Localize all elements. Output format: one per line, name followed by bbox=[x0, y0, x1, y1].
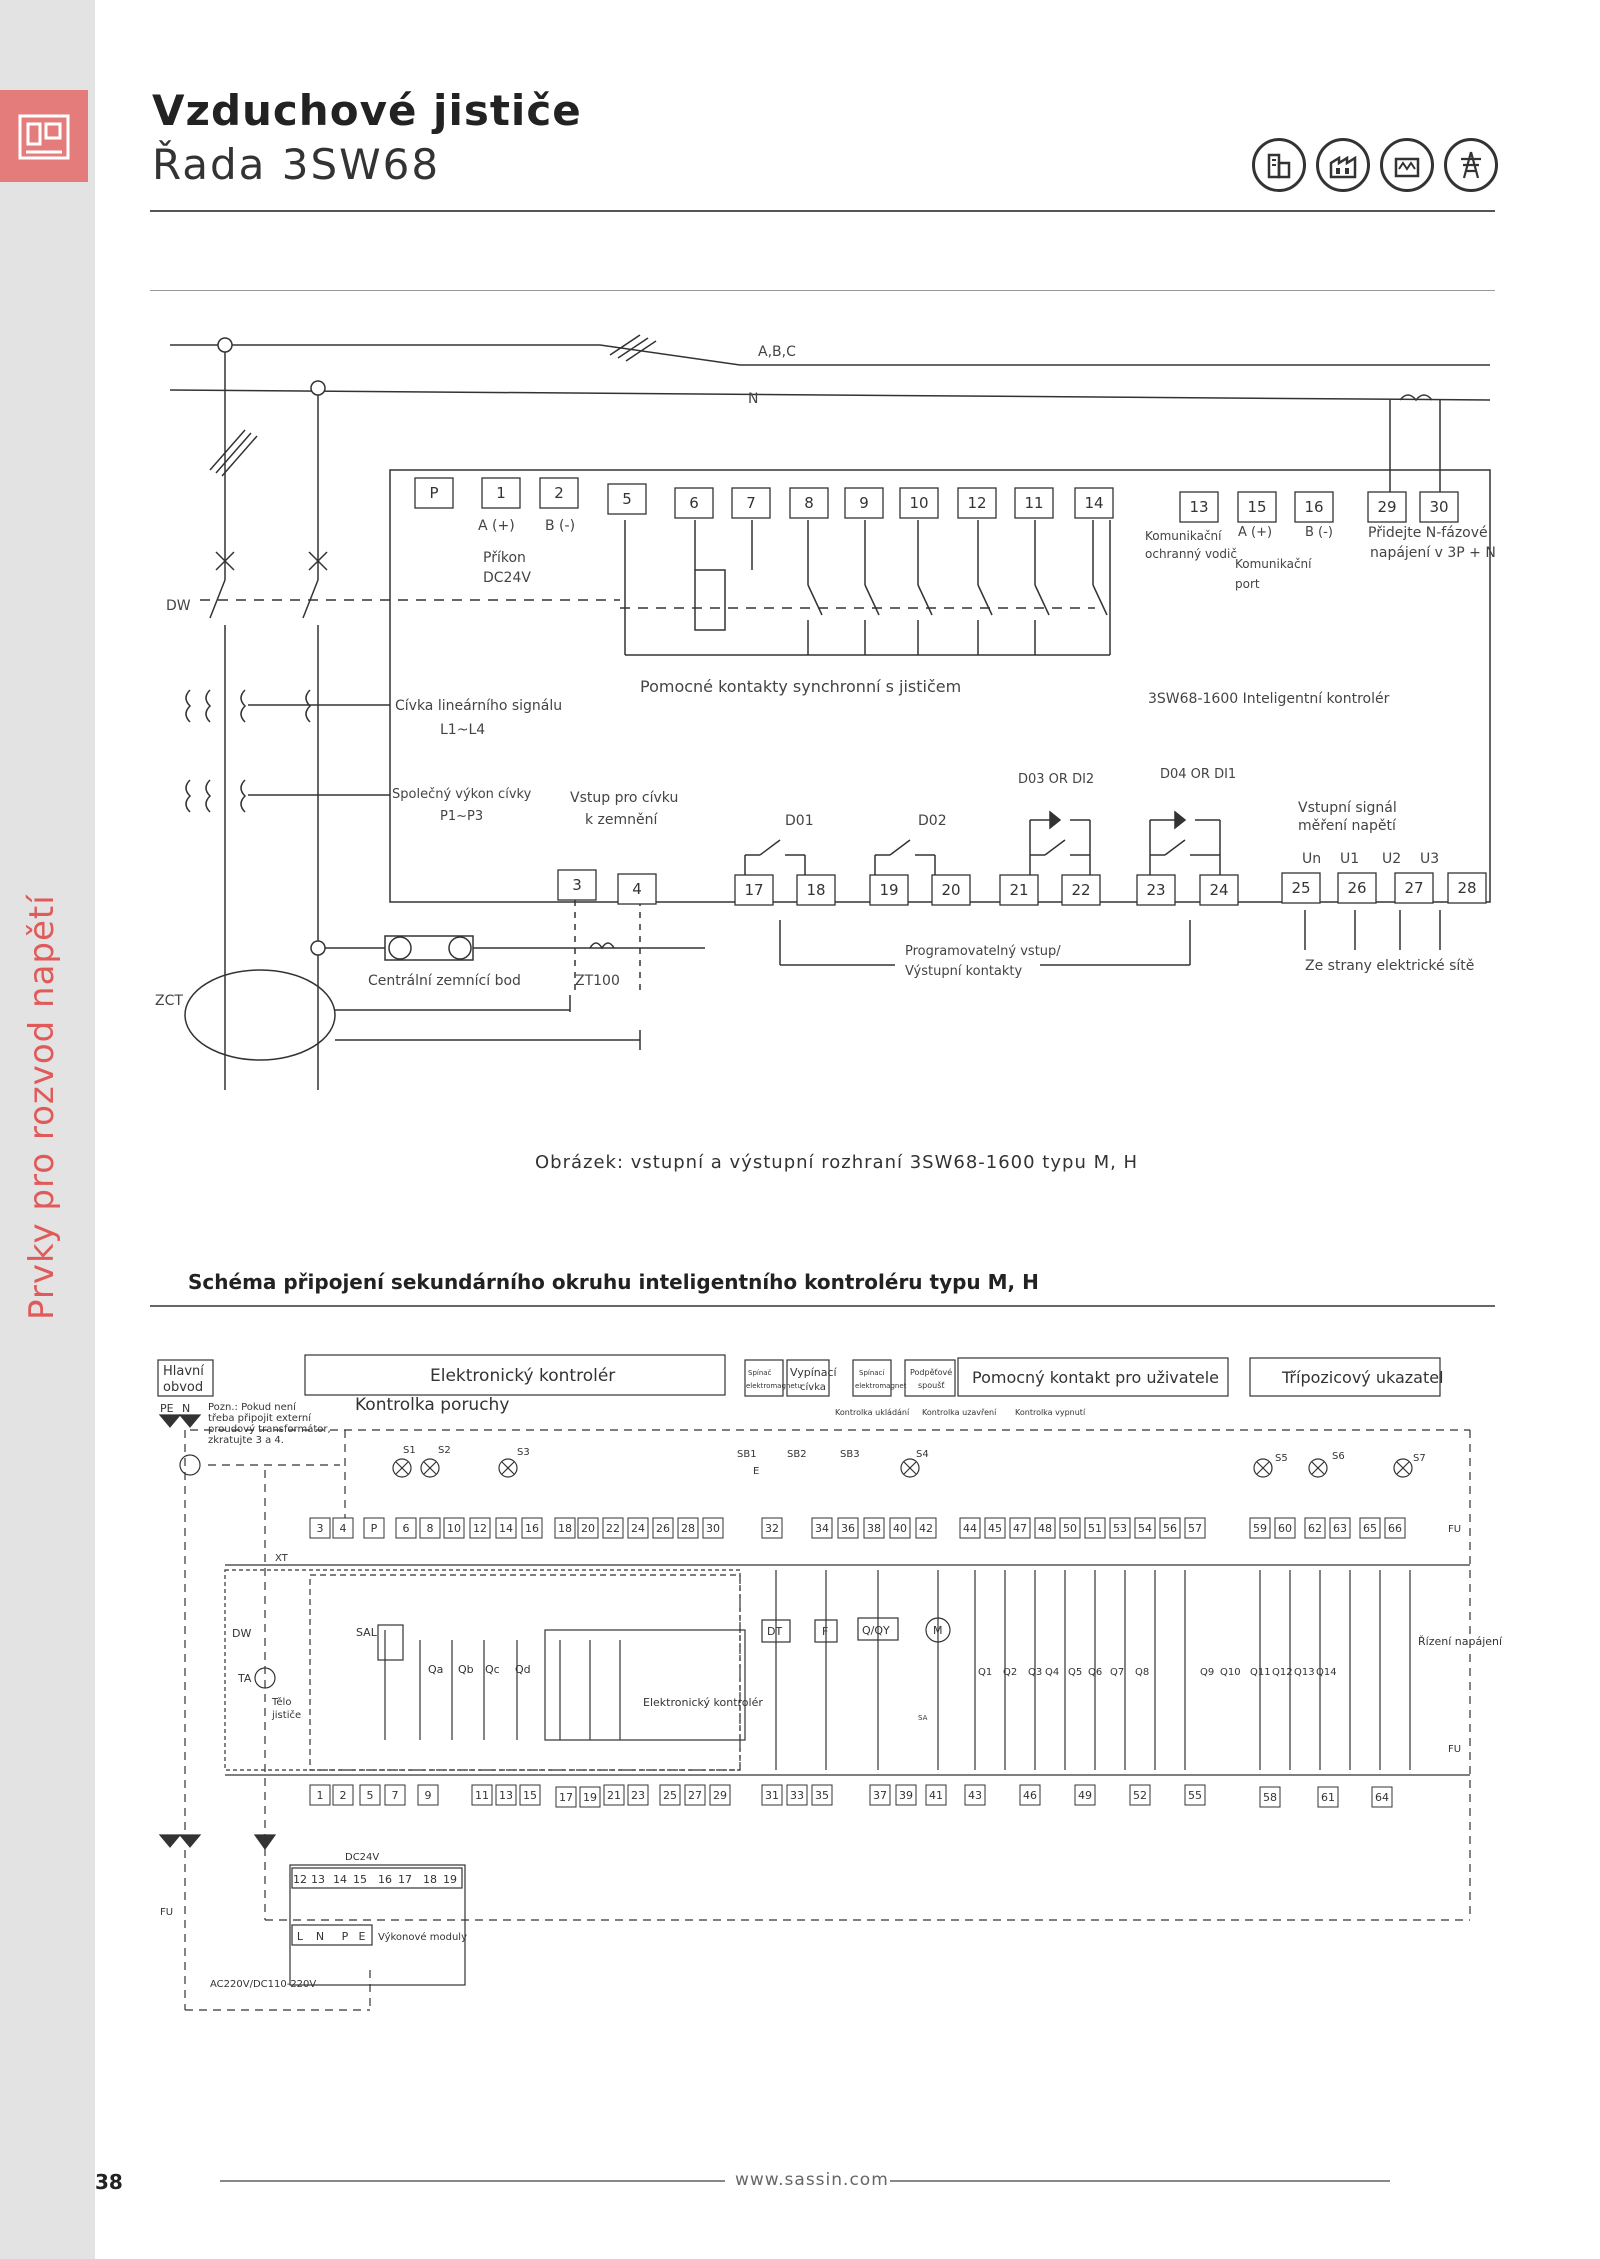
terminal-24: 24 bbox=[1209, 881, 1229, 899]
q2-label: Q2 bbox=[1003, 1667, 1018, 1678]
terminal-16: 16 bbox=[1304, 498, 1324, 516]
pozn-label-3: proudový transformátor, bbox=[208, 1424, 331, 1435]
terminal-29: 29 bbox=[1377, 498, 1397, 516]
kontrolka-vypnuti-label: Kontrolka vypnutí bbox=[1015, 1408, 1086, 1417]
pridejte-label-2: napájení v 3P + N bbox=[1370, 545, 1496, 561]
module-N: N bbox=[315, 1930, 325, 1943]
spinaci-label-2: elektromagnet bbox=[855, 1382, 907, 1390]
q7-label: Q7 bbox=[1110, 1667, 1125, 1678]
t2-top-47: 47 bbox=[1013, 1522, 1027, 1535]
t2-bot-23: 23 bbox=[631, 1789, 645, 1802]
terminal-9: 9 bbox=[859, 494, 869, 512]
t2-top-50: 50 bbox=[1063, 1522, 1077, 1535]
footer-rule-right bbox=[890, 2180, 1390, 2182]
t2-bot-55: 55 bbox=[1188, 1789, 1202, 1802]
footer-url: www.sassin.com bbox=[735, 2170, 889, 2190]
module-12: 12 bbox=[293, 1873, 307, 1886]
t2-top-54: 54 bbox=[1138, 1522, 1152, 1535]
t2-bot-1: 1 bbox=[316, 1789, 324, 1802]
programovatelny-label-1: Programovatelný vstup/ bbox=[905, 944, 1061, 959]
qa-label: Qa bbox=[428, 1663, 444, 1676]
t2-bot-2: 2 bbox=[339, 1789, 347, 1802]
spinaci-label-1: Spínací bbox=[859, 1369, 885, 1377]
pozn-label-1: Pozn.: Pokud není bbox=[208, 1402, 296, 1413]
t2-top-40: 40 bbox=[893, 1522, 907, 1535]
pozn-label-4: zkratujte 3 a 4. bbox=[208, 1435, 284, 1446]
terminal-27: 27 bbox=[1404, 879, 1424, 897]
page-number: 38 bbox=[95, 2170, 123, 2194]
t2-top-53: 53 bbox=[1113, 1522, 1127, 1535]
switch-s3: S3 bbox=[517, 1447, 530, 1458]
t2-bot-31: 31 bbox=[765, 1789, 779, 1802]
a-plus-label: A (+) bbox=[478, 518, 515, 534]
neutral-label: N bbox=[748, 391, 759, 407]
q8-label: Q8 bbox=[1135, 1667, 1150, 1678]
switch-s5: S5 bbox=[1275, 1453, 1288, 1464]
q3-label: Q3 bbox=[1028, 1667, 1043, 1678]
vypinaci-label-2: cívka bbox=[800, 1382, 826, 1393]
vstupni-signal-label-1: Vstupní signál bbox=[1298, 800, 1397, 816]
t2-bot-7: 7 bbox=[391, 1789, 399, 1802]
switch-s7: S7 bbox=[1413, 1453, 1426, 1464]
t2-top-63: 63 bbox=[1333, 1522, 1347, 1535]
terminal-5: 5 bbox=[622, 490, 632, 508]
t2-bot-5: 5 bbox=[366, 1789, 374, 1802]
spinac-label-1: Spínač bbox=[748, 1369, 772, 1377]
terminal-15: 15 bbox=[1247, 498, 1267, 516]
t2-top-14: 14 bbox=[499, 1522, 513, 1535]
ac220-label: AC220V/DC110-220V bbox=[210, 1979, 317, 1990]
module-17: 17 bbox=[398, 1873, 412, 1886]
t2-top-48: 48 bbox=[1038, 1522, 1052, 1535]
q14-label: Q14 bbox=[1316, 1667, 1337, 1678]
dc24v-label: DC24V bbox=[483, 570, 531, 586]
pridejte-label-1: Přidejte N-fázové bbox=[1368, 525, 1488, 541]
ta-label: TA bbox=[238, 1672, 252, 1685]
q1-label: Q1 bbox=[978, 1667, 993, 1678]
t2-top-59: 59 bbox=[1253, 1522, 1267, 1535]
kontrolka-poruchy-label: Kontrolka poruchy bbox=[355, 1395, 510, 1415]
t2-bot-35: 35 bbox=[815, 1789, 829, 1802]
spolecny-vykon-label-2: P1~P3 bbox=[440, 809, 484, 824]
terminal-6: 6 bbox=[689, 494, 699, 512]
m-label: M bbox=[933, 1624, 943, 1637]
module-L: L bbox=[296, 1930, 304, 1943]
n-label: N bbox=[182, 1402, 191, 1415]
komunikacni-port-label-2: port bbox=[1235, 577, 1260, 591]
t2-bot-9: 9 bbox=[424, 1789, 432, 1802]
terminal-19: 19 bbox=[879, 881, 899, 899]
pozn-label-2: třeba připojit externí bbox=[208, 1413, 311, 1424]
terminal-13: 13 bbox=[1189, 498, 1209, 516]
t2-top-42: 42 bbox=[919, 1522, 933, 1535]
zct-label: ZCT bbox=[155, 993, 183, 1009]
t2-top-12: 12 bbox=[473, 1522, 487, 1535]
module-15: 15 bbox=[353, 1873, 367, 1886]
terminal-25: 25 bbox=[1291, 879, 1311, 897]
fu-label-3: FU bbox=[160, 1907, 174, 1918]
ze-strany-label: Ze strany elektrické sítě bbox=[1305, 958, 1475, 974]
t2-bot-49: 49 bbox=[1078, 1789, 1092, 1802]
t2-bot-41: 41 bbox=[929, 1789, 943, 1802]
u3-label: U3 bbox=[1420, 851, 1440, 867]
section-heading: Schéma připojení sekundárního okruhu inteligentního kontroléru typu M, H bbox=[188, 1270, 1039, 1294]
t2-bot-29: 29 bbox=[713, 1789, 727, 1802]
t2-top-24: 24 bbox=[631, 1522, 645, 1535]
civka-linearniho-label: Cívka lineárního signálu bbox=[395, 698, 563, 714]
f-label: F bbox=[822, 1625, 829, 1638]
terminal-8: 8 bbox=[804, 494, 814, 512]
qqy-label: Q/QY bbox=[862, 1624, 890, 1637]
t2-top-6: 6 bbox=[402, 1522, 410, 1535]
qb-label: Qb bbox=[458, 1663, 474, 1676]
t2-top-60: 60 bbox=[1278, 1522, 1292, 1535]
centralni-zemnici-label: Centrální zemnící bod bbox=[368, 973, 521, 989]
t2-bot-37: 37 bbox=[873, 1789, 887, 1802]
programovatelny-label-2: Výstupní kontakty bbox=[905, 964, 1023, 979]
t2-bot-25: 25 bbox=[663, 1789, 677, 1802]
qd-label: Qd bbox=[515, 1663, 531, 1676]
controller-label: 3SW68-1600 Inteligentní kontrolér bbox=[1148, 691, 1390, 707]
t2-top-18: 18 bbox=[558, 1522, 572, 1535]
komunikacni-port-label-1: Komunikační bbox=[1235, 557, 1312, 571]
vypinaci-label-1: Vypínací bbox=[790, 1366, 837, 1379]
podpetove-label-2: spoušť bbox=[918, 1381, 945, 1390]
switch-s4: S4 bbox=[916, 1449, 929, 1460]
un-label: Un bbox=[1302, 851, 1322, 867]
podpetove-label-1: Podpěťové bbox=[910, 1368, 953, 1377]
do4-label: D04 OR DI1 bbox=[1160, 767, 1237, 782]
section-heading-rule bbox=[150, 1305, 1495, 1307]
komunikacni-vodic-label-1: Komunikační bbox=[1145, 529, 1222, 543]
vstup-civku-label-2: k zemnění bbox=[585, 812, 658, 828]
t2-top-38: 38 bbox=[867, 1522, 881, 1535]
do1-label: D01 bbox=[785, 813, 814, 829]
t2-top-26: 26 bbox=[656, 1522, 670, 1535]
terminal-P: P bbox=[429, 484, 439, 502]
q11-label: Q11 bbox=[1250, 1667, 1271, 1678]
e-label: E bbox=[753, 1466, 760, 1477]
switch-sb1: SB1 bbox=[737, 1449, 757, 1460]
t2-top-3: 3 bbox=[316, 1522, 324, 1535]
module-19: 19 bbox=[443, 1873, 457, 1886]
zt100-label: ZT100 bbox=[575, 973, 620, 989]
dt-label: DT bbox=[767, 1625, 783, 1638]
kontrolka-ukladani-label: Kontrolka ukládání bbox=[835, 1408, 910, 1417]
t2-bot-15: 15 bbox=[523, 1789, 537, 1802]
figure-caption: Obrázek: vstupní a výstupní rozhraní 3SW68-1600 typu M, H bbox=[535, 1152, 1139, 1173]
u1-label: U1 bbox=[1340, 851, 1360, 867]
vykonove-moduly-label: Výkonové moduly bbox=[378, 1932, 467, 1943]
section-label: Prvky pro rozvod napětí bbox=[22, 894, 62, 1320]
terminal-10: 10 bbox=[909, 494, 929, 512]
t2-top-56: 56 bbox=[1163, 1522, 1177, 1535]
terminal-14: 14 bbox=[1084, 494, 1104, 512]
t2-bot-61: 61 bbox=[1321, 1791, 1335, 1804]
terminal-28: 28 bbox=[1457, 879, 1477, 897]
do3-label: D03 OR DI2 bbox=[1018, 772, 1095, 787]
t2-bot-52: 52 bbox=[1133, 1789, 1147, 1802]
terminal-11: 11 bbox=[1024, 494, 1044, 512]
t2-top-32: 32 bbox=[765, 1522, 779, 1535]
q10-label: Q10 bbox=[1220, 1667, 1241, 1678]
module-P: P bbox=[341, 1930, 349, 1943]
t2-top-30: 30 bbox=[706, 1522, 720, 1535]
dc24v-label-2: DC24V bbox=[345, 1852, 380, 1863]
elektronicky-kontroler-label: Elektronický kontrolér bbox=[643, 1696, 763, 1709]
fu-label-1: FU bbox=[1448, 1524, 1462, 1535]
t2-top-36: 36 bbox=[841, 1522, 855, 1535]
switch-s1: S1 bbox=[403, 1445, 416, 1456]
elektronicky-box-label: Elektronický kontrolér bbox=[430, 1366, 616, 1386]
b-minus-label-2: B (-) bbox=[1305, 525, 1333, 540]
u2-label: U2 bbox=[1382, 851, 1402, 867]
xt-label: XT bbox=[275, 1553, 288, 1564]
terminal-2: 2 bbox=[554, 484, 564, 502]
terminal-4: 4 bbox=[632, 880, 642, 898]
vstup-civku-label-1: Vstup pro cívku bbox=[570, 790, 679, 806]
t2-bot-19: 19 bbox=[583, 1791, 597, 1804]
t2-top-65: 65 bbox=[1363, 1522, 1377, 1535]
terminal-1: 1 bbox=[496, 484, 506, 502]
pomocne-kontakty-label: Pomocné kontakty synchronní s jističem bbox=[640, 677, 962, 696]
module-18: 18 bbox=[423, 1873, 437, 1886]
switch-s2: S2 bbox=[438, 1445, 451, 1456]
t2-top-28: 28 bbox=[681, 1522, 695, 1535]
t2-bot-21: 21 bbox=[607, 1789, 621, 1802]
q13-label: Q13 bbox=[1294, 1667, 1315, 1678]
t2-top-57: 57 bbox=[1188, 1522, 1202, 1535]
t2-bot-11: 11 bbox=[475, 1789, 489, 1802]
hlavni-obvod-label-2: obvod bbox=[163, 1380, 204, 1395]
footer-rule-left bbox=[220, 2180, 725, 2182]
t2-top-20: 20 bbox=[581, 1522, 595, 1535]
switch-s6: S6 bbox=[1332, 1451, 1345, 1462]
terminal-21: 21 bbox=[1009, 881, 1029, 899]
t2-bot-39: 39 bbox=[899, 1789, 913, 1802]
dw-label: DW bbox=[166, 598, 191, 614]
secondary-circuit-diagram bbox=[0, 1320, 1600, 2020]
module-13: 13 bbox=[311, 1873, 325, 1886]
pe-label: PE bbox=[160, 1402, 174, 1415]
t2-top-34: 34 bbox=[815, 1522, 829, 1535]
q12-label: Q12 bbox=[1272, 1667, 1293, 1678]
dw-label-2: DW bbox=[232, 1627, 252, 1640]
l1-l4-label: L1~L4 bbox=[440, 722, 486, 738]
rizeni-napajeni-label: Řízení napájení bbox=[1418, 1635, 1503, 1648]
bus-label: A,B,C bbox=[758, 344, 796, 360]
terminal-20: 20 bbox=[941, 881, 961, 899]
t2-bot-17: 17 bbox=[559, 1791, 573, 1804]
t2-top-4: 4 bbox=[339, 1522, 347, 1535]
page-title: Vzduchové jističe bbox=[152, 86, 582, 135]
t2-top-62: 62 bbox=[1308, 1522, 1322, 1535]
pomocny-kontakt-label: Pomocný kontakt pro uživatele bbox=[972, 1368, 1219, 1387]
module-16: 16 bbox=[378, 1873, 392, 1886]
prikon-label: Příkon bbox=[483, 550, 526, 566]
module-14: 14 bbox=[333, 1873, 347, 1886]
t2-bot-43: 43 bbox=[968, 1789, 982, 1802]
kontrolka-uzavreni-label: Kontrolka uzavření bbox=[922, 1408, 997, 1417]
terminal-22: 22 bbox=[1071, 881, 1091, 899]
terminal-30: 30 bbox=[1429, 498, 1449, 516]
t2-bot-46: 46 bbox=[1023, 1789, 1037, 1802]
spinac-label-2: elektromagnetu bbox=[746, 1382, 802, 1390]
t2-bot-33: 33 bbox=[790, 1789, 804, 1802]
komunikacni-vodic-label-2: ochranný vodič bbox=[1145, 547, 1237, 561]
q5-label: Q5 bbox=[1068, 1667, 1083, 1678]
tripozicovy-label: Třípozicový ukazatel bbox=[1282, 1368, 1444, 1387]
hlavni-obvod-label-1: Hlavní bbox=[163, 1364, 204, 1379]
spolecny-vykon-label-1: Společný výkon cívky bbox=[392, 787, 532, 802]
do2-label: D02 bbox=[918, 813, 947, 829]
t2-top-66: 66 bbox=[1388, 1522, 1402, 1535]
qc-label: Qc bbox=[485, 1663, 500, 1676]
t2-top-44: 44 bbox=[963, 1522, 977, 1535]
t2-bot-64: 64 bbox=[1375, 1791, 1389, 1804]
q9-label: Q9 bbox=[1200, 1667, 1215, 1678]
t2-top-45: 45 bbox=[988, 1522, 1002, 1535]
page-subtitle: Řada 3SW68 bbox=[152, 140, 441, 189]
telo-label-1: Tělo bbox=[272, 1697, 292, 1708]
switch-sb3: SB3 bbox=[840, 1449, 860, 1460]
telo-label-2: jističe bbox=[272, 1710, 302, 1721]
t2-top-51: 51 bbox=[1088, 1522, 1102, 1535]
switch-sb2: SB2 bbox=[787, 1449, 807, 1460]
terminal-23: 23 bbox=[1146, 881, 1166, 899]
sa-label: SA bbox=[918, 1714, 928, 1722]
t2-top-P: P bbox=[370, 1522, 378, 1535]
t2-top-10: 10 bbox=[447, 1522, 461, 1535]
fu-label-2: FU bbox=[1448, 1744, 1462, 1755]
q4-label: Q4 bbox=[1045, 1667, 1060, 1678]
t2-bot-13: 13 bbox=[499, 1789, 513, 1802]
b-minus-label: B (-) bbox=[545, 518, 576, 534]
terminal-7: 7 bbox=[746, 494, 756, 512]
terminal-12: 12 bbox=[967, 494, 987, 512]
bottom-terminal-strip bbox=[310, 1785, 1392, 1807]
t2-top-8: 8 bbox=[426, 1522, 434, 1535]
vstupni-signal-label-2: měření napětí bbox=[1298, 818, 1396, 834]
terminal-17: 17 bbox=[744, 881, 764, 899]
sal-label: SAL bbox=[356, 1626, 377, 1639]
terminal-18: 18 bbox=[806, 881, 826, 899]
terminal-3: 3 bbox=[572, 876, 582, 894]
t2-top-16: 16 bbox=[525, 1522, 539, 1535]
a-plus-label-2: A (+) bbox=[1238, 525, 1273, 540]
module-E: E bbox=[358, 1930, 366, 1943]
t2-bot-27: 27 bbox=[688, 1789, 702, 1802]
terminal-26: 26 bbox=[1347, 879, 1367, 897]
t2-top-22: 22 bbox=[606, 1522, 620, 1535]
q6-label: Q6 bbox=[1088, 1667, 1103, 1678]
t2-bot-58: 58 bbox=[1263, 1791, 1277, 1804]
